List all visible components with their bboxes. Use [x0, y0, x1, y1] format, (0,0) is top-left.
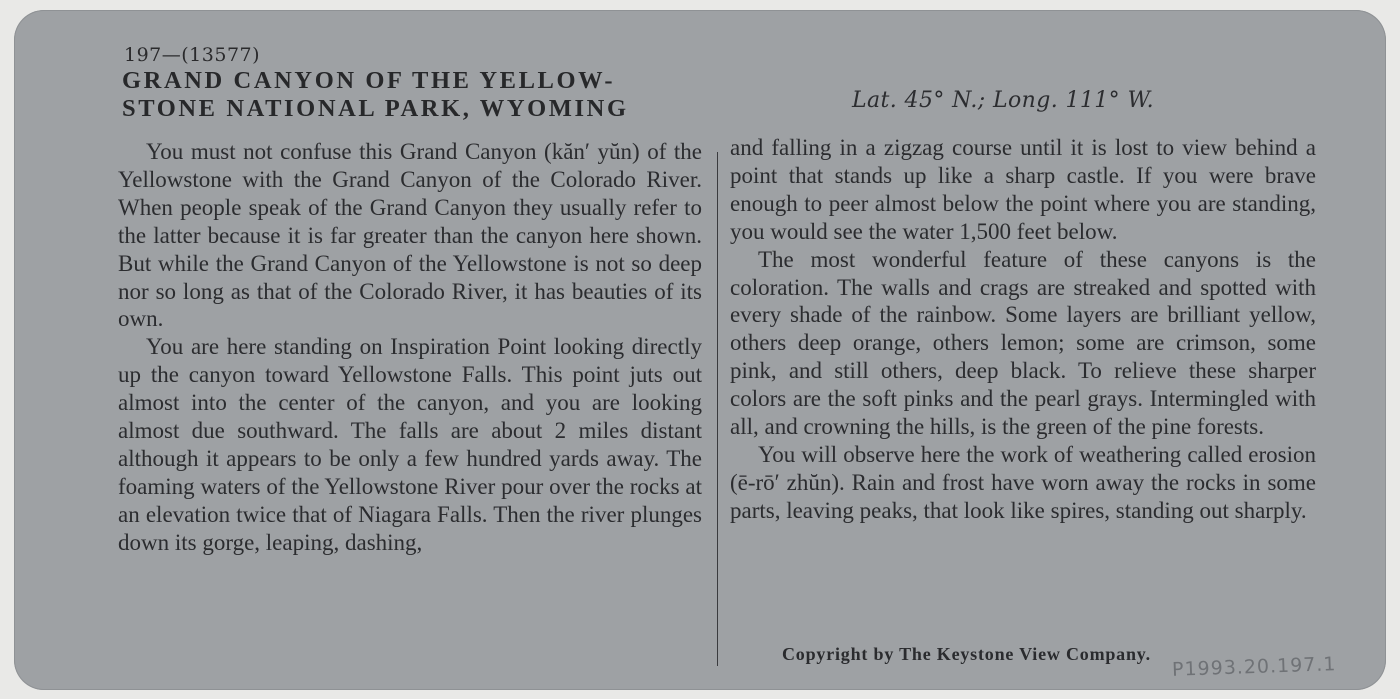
catalog-number: 197—(13577)	[124, 44, 261, 66]
title-line-2: STONE NATIONAL PARK, WYOMING	[122, 95, 629, 122]
paragraph: You must not confuse this Grand Canyon (kăn′ yŭn) of the Yellowstone with the Grand Canyon of the Colorado River. When people speak of the Grand Canyon they usually refer to the latter because it is far greater than the canyon here shown. But while the Grand Canyon of the Yellowstone is not so deep nor so long as that of the Colorado River, it has beauties of its own.	[118, 139, 702, 332]
column-divider	[717, 152, 718, 666]
accession-number: P1993.20.197.1	[1171, 653, 1337, 681]
paragraph-continued: and falling in a zigzag course until it is lost to view behind a point that stands up like a sharp castle. If you were brave enough to peer almost below the point where you are standing, you would see the water 1,500 feet below.	[730, 135, 1316, 244]
paragraph: You are here standing on Inspiration Point looking directly up the canyon toward Yellowstone Falls. This point juts out almost into the center of the canyon, and you are looking almost due southward. The falls are about 2 miles distant although it appears to be only a few hundred yards away. The foaming waters of the Yellowstone River pour over the rocks at an elevation twice that of Niagara Falls. Then the river plunges down its gorge, leaping, dashing,	[118, 334, 702, 555]
lat-long: Lat. 45° N.; Long. 111° W.	[852, 88, 1155, 113]
title-line-1: GRAND CANYON OF THE YELLOW-	[122, 67, 616, 94]
text-column-right	[730, 134, 1316, 525]
stereoview-card-back	[14, 10, 1386, 690]
text-column-left	[118, 138, 702, 557]
card-title	[122, 67, 722, 123]
paragraph: The most wonderful feature of these canyons is the coloration. The walls and crags are streaked and spotted with every shade of the rainbow. Some layers are brilliant yellow, others deep orange, others lemon; some are crimson, some pink, and still others, deep black. To relieve these sharper colors are the soft pinks and the pearl grays. Intermingled with all, and crowning the hills, is the green of the pine forests.	[730, 246, 1316, 440]
paragraph: You will observe here the work of weathering called erosion (ē-rō′ zhŭn). Rain and frost have worn away the rocks in some parts, leaving peaks, that look like spires, standing out sharply.	[730, 441, 1316, 523]
copyright-notice: Copyright by The Keystone View Company.	[782, 644, 1151, 664]
